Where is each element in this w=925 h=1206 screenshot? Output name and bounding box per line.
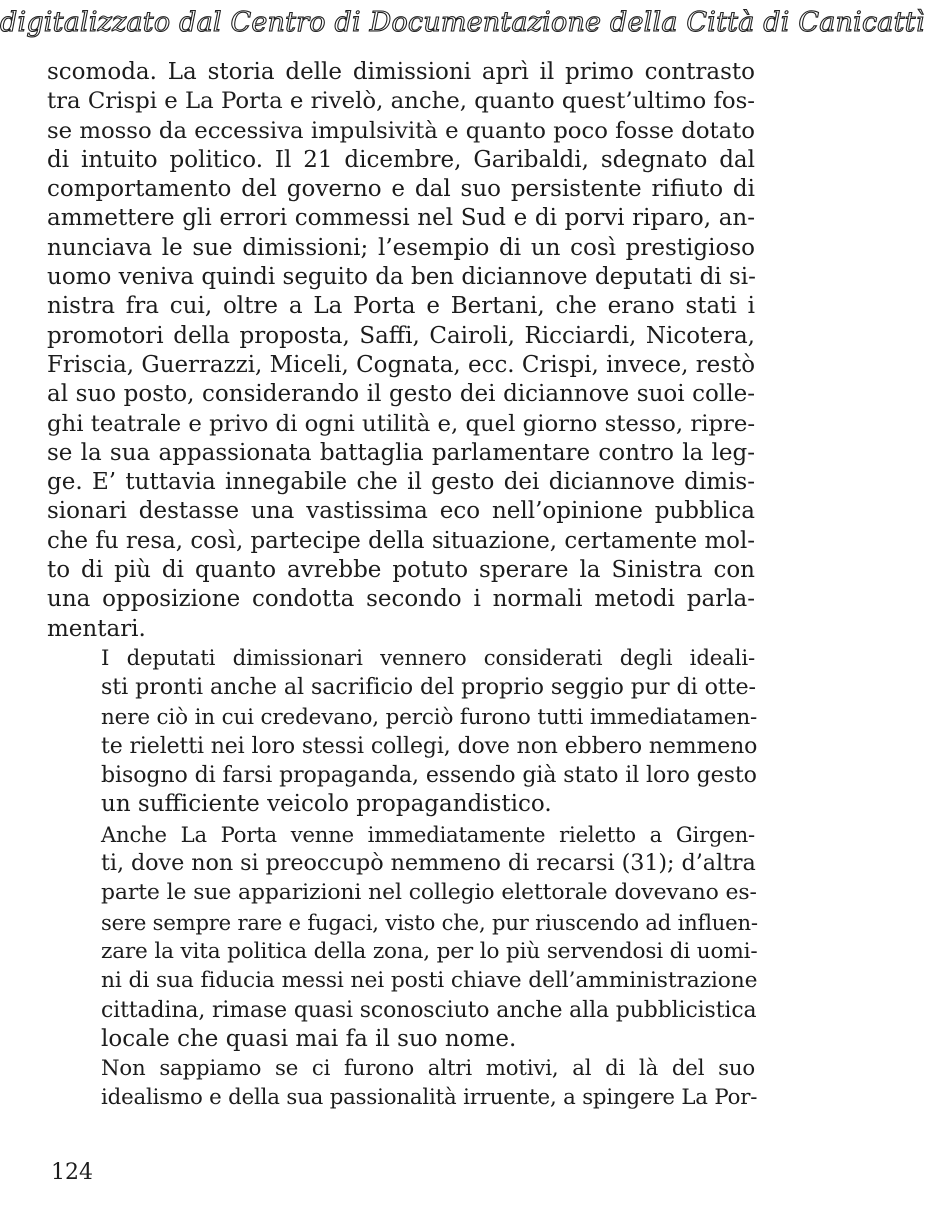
text-line: te rieletti nei loro stessi collegi, dove non ebbero nemmeno (101, 733, 758, 759)
paragraph-3 (47, 820, 758, 1054)
text-line: sere sempre rare e fugaci, visto che, pur riuscendo ad influen- (101, 909, 758, 935)
text-line: cittadina, rimase quasi sconosciuto anche alla pubblicistica (101, 997, 757, 1023)
text-line: ammettere gli errori commessi nel Sud e di porvi riparo, an- (47, 205, 755, 232)
text-line: scomoda. La storia delle dimissioni aprì il primo contrasto (47, 59, 755, 85)
text-line: I deputati dimissionari vennero considerati degli ideali- (101, 645, 755, 671)
text-line: che fu resa, così, partecipe della situazione, certamente mol- (47, 527, 755, 554)
text-line: comportamento del governo e dal suo persistente rifiuto di (47, 176, 755, 203)
text-line: ti, dove non si preoccupò nemmeno di recarsi (31); d’altra (101, 850, 756, 877)
text-line: se mosso da eccessiva impulsività e quanto poco fosse dotato (47, 117, 755, 144)
text-line: nere ciò in cui credevano, perciò furono tutti immediatamen- (101, 704, 758, 730)
text-line: bisogno di farsi propaganda, essendo già stato il loro gesto (101, 763, 757, 789)
text-line: se la sua appassionata battaglia parlamentare contro la leg- (47, 439, 755, 466)
text-line: uomo veniva quindi seguito da ben diciannove deputati di si- (47, 264, 756, 291)
text-line: tra Crispi e La Porta e rivelò, anche, quanto quest’ultimo fos- (47, 88, 755, 115)
text-line: sti pronti anche al sacrificio del proprio seggio pur di otte- (101, 674, 756, 701)
text-line: promotori della proposta, Saffi, Cairoli, Ricciardi, Nicotera, (47, 322, 755, 349)
page-number: 124 (51, 1160, 93, 1185)
text-line: Anche La Porta venne immediatamente rieletto a Girgen- (101, 821, 755, 847)
text-line: Friscia, Guerrazzi, Miceli, Cognata, ecc. Crispi, invece, restò (47, 351, 755, 378)
text-line: locale che quasi mai fa il suo nome. (101, 1025, 517, 1052)
text-line: to di più di quanto avrebbe potuto sperare la Sinistra con (47, 557, 755, 584)
text-line: mentari. (47, 615, 146, 642)
paragraph-4 (47, 1054, 758, 1113)
text-line: nunciava le sue dimissioni; l’esempio di un così prestigioso (47, 234, 755, 261)
paragraph-1 (47, 58, 755, 644)
digitization-watermark: digitalizzato dal Centro di Documentazione della Città di Canicattì (0, 7, 925, 38)
body-text (47, 58, 758, 1113)
text-line: idealismo e della sua passionalità irruente, a spingere La Por- (101, 1085, 758, 1111)
text-line: ge. E’ tuttavia innegabile che il gesto dei diciannove dimis- (47, 469, 755, 496)
text-line: parte le sue apparizioni nel collegio elettorale dovevano es- (101, 880, 757, 906)
paragraph-2 (47, 644, 758, 820)
text-line: nistra fra cui, oltre a La Porta e Bertani, che erano stati i (47, 293, 755, 320)
text-line: una opposizione condotta secondo i normali metodi parla- (47, 586, 755, 613)
text-line: ni di sua fiducia messi nei posti chiave dell’amministrazione (101, 968, 758, 994)
text-line: di intuito politico. Il 21 dicembre, Garibaldi, sdegnato dal (47, 146, 755, 173)
text-line: Non sappiamo se ci furono altri motivi, al di là del suo (101, 1056, 755, 1082)
text-line: zare la vita politica della zona, per lo più servendosi di uomi- (101, 938, 758, 964)
text-line: ghi teatrale e privo di ogni utilità e, quel giorno stesso, ripre- (47, 410, 755, 437)
text-line: sionari destasse una vastissima eco nell’opinione pubblica (47, 498, 755, 525)
text-line: al suo posto, considerando il gesto dei diciannove suoi colle- (47, 381, 755, 408)
text-line: un sufficiente veicolo propagandistico. (101, 791, 552, 818)
